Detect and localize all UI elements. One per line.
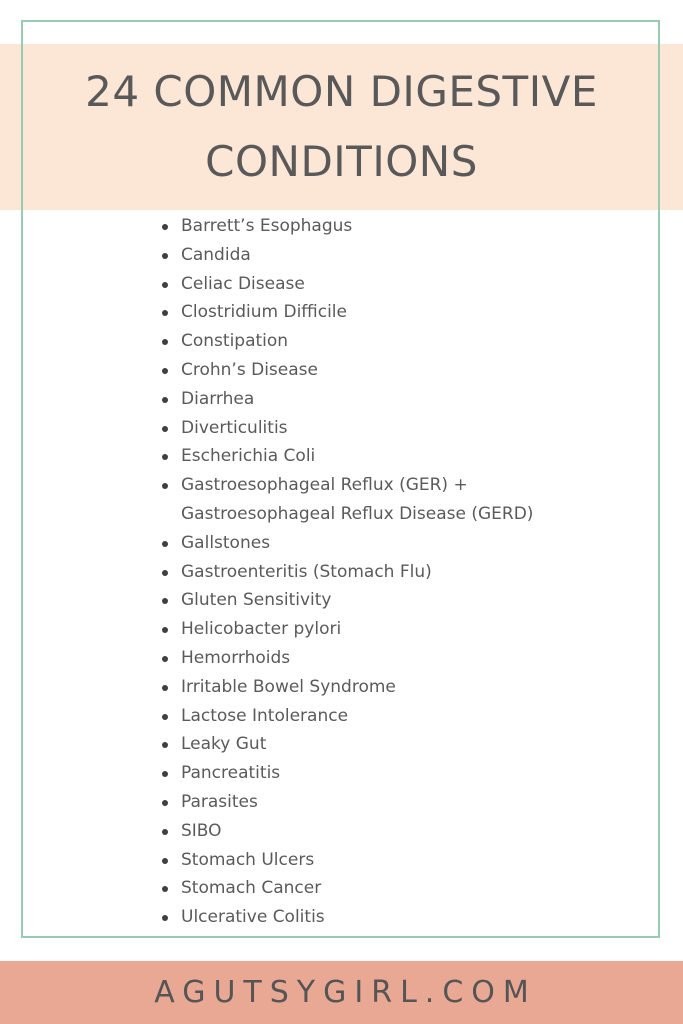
list-item-label: Ulcerative Colitis: [181, 907, 325, 928]
list-item-label: Gastroesophageal Reflux (GER) +: [181, 475, 468, 496]
list-item-label: Pancreatitis: [181, 763, 281, 784]
bullet-icon: [162, 339, 168, 345]
page-title-line-1: 24 COMMON DIGESTIVE: [85, 67, 598, 116]
bullet-icon: [162, 915, 168, 921]
list-item: [160, 903, 640, 932]
list-item-label: Diarrhea: [181, 388, 255, 409]
list-item: [160, 212, 640, 241]
list-item-label: Candida: [181, 244, 251, 265]
page-title: [0, 44, 683, 210]
list-item: [160, 788, 640, 817]
bullet-icon: [162, 742, 168, 748]
footer-band: [0, 961, 683, 1024]
bullet-icon: [162, 627, 168, 633]
list-item-label: Stomach Cancer: [181, 878, 322, 899]
list-item-label: Lactose Intolerance: [181, 705, 349, 726]
list-item: [160, 673, 640, 702]
bullet-icon: [162, 886, 168, 892]
bullet-icon: [162, 426, 168, 432]
list-item-label: Clostridium Difficile: [181, 302, 347, 323]
bullet-icon: [162, 598, 168, 604]
list-item-label: Leaky Gut: [181, 734, 267, 755]
conditions-list: [160, 212, 640, 932]
list-item: [160, 529, 640, 558]
bullet-icon: [162, 483, 168, 489]
bullet-icon: [162, 310, 168, 316]
bullet-icon: [162, 858, 168, 864]
list-item: [160, 270, 640, 299]
list-item: [160, 702, 640, 731]
bullet-icon: [162, 656, 168, 662]
list-item: [160, 586, 640, 615]
bullet-icon: [162, 282, 168, 288]
list-item: [160, 615, 640, 644]
list-item: [160, 730, 640, 759]
list-item: [160, 759, 640, 788]
list-item: [160, 644, 640, 673]
list-item-label: Constipation: [181, 331, 289, 352]
list-item: [160, 298, 640, 327]
bullet-icon: [162, 685, 168, 691]
list-item-label: Irritable Bowel Syndrome: [181, 676, 396, 697]
list-item-label: SIBO: [181, 820, 222, 841]
list-item-label: Barrett’s Esophagus: [181, 216, 353, 236]
list-item: [160, 414, 640, 443]
list-item: [160, 385, 640, 414]
site-url: AGUTSYGIRL.COM: [154, 975, 537, 1010]
list-item: [160, 874, 640, 903]
bullet-icon: [162, 771, 168, 777]
list-item-label: Parasites: [181, 791, 258, 812]
list-item: [160, 442, 640, 471]
list-item: [160, 471, 640, 529]
bullet-icon: [162, 368, 168, 374]
list-item-label: Crohn’s Disease: [181, 359, 318, 380]
list-item-label: Helicobacter pylori: [181, 619, 342, 640]
list-item-label: Escherichia Coli: [181, 446, 316, 467]
list-item-label: Hemorrhoids: [181, 647, 291, 668]
page-title-line-2: CONDITIONS: [205, 137, 478, 186]
bullet-icon: [162, 397, 168, 403]
bullet-icon: [162, 541, 168, 547]
list-item-label: Diverticulitis: [181, 417, 288, 438]
list-item: [160, 558, 640, 587]
bullet-icon: [162, 800, 168, 806]
list-item-label: Gluten Sensitivity: [181, 590, 332, 611]
bullet-icon: [162, 829, 168, 835]
bullet-icon: [162, 224, 168, 230]
list-item-label: Celiac Disease: [181, 273, 305, 294]
list-item-label: Stomach Ulcers: [181, 849, 315, 870]
bullet-icon: [162, 253, 168, 259]
list-item-label: Gastroenteritis (Stomach Flu): [181, 561, 432, 582]
list-item: [160, 846, 640, 875]
list-item: [160, 327, 640, 356]
list-item-label: Gallstones: [181, 532, 271, 553]
bullet-icon: [162, 570, 168, 576]
list-item: [160, 241, 640, 270]
bullet-icon: [162, 454, 168, 460]
bullet-icon: [162, 714, 168, 720]
list-item: [160, 817, 640, 846]
list-item: [160, 356, 640, 385]
list-item-label-continued: Gastroesophageal Reflux Disease (GERD): [181, 503, 534, 524]
